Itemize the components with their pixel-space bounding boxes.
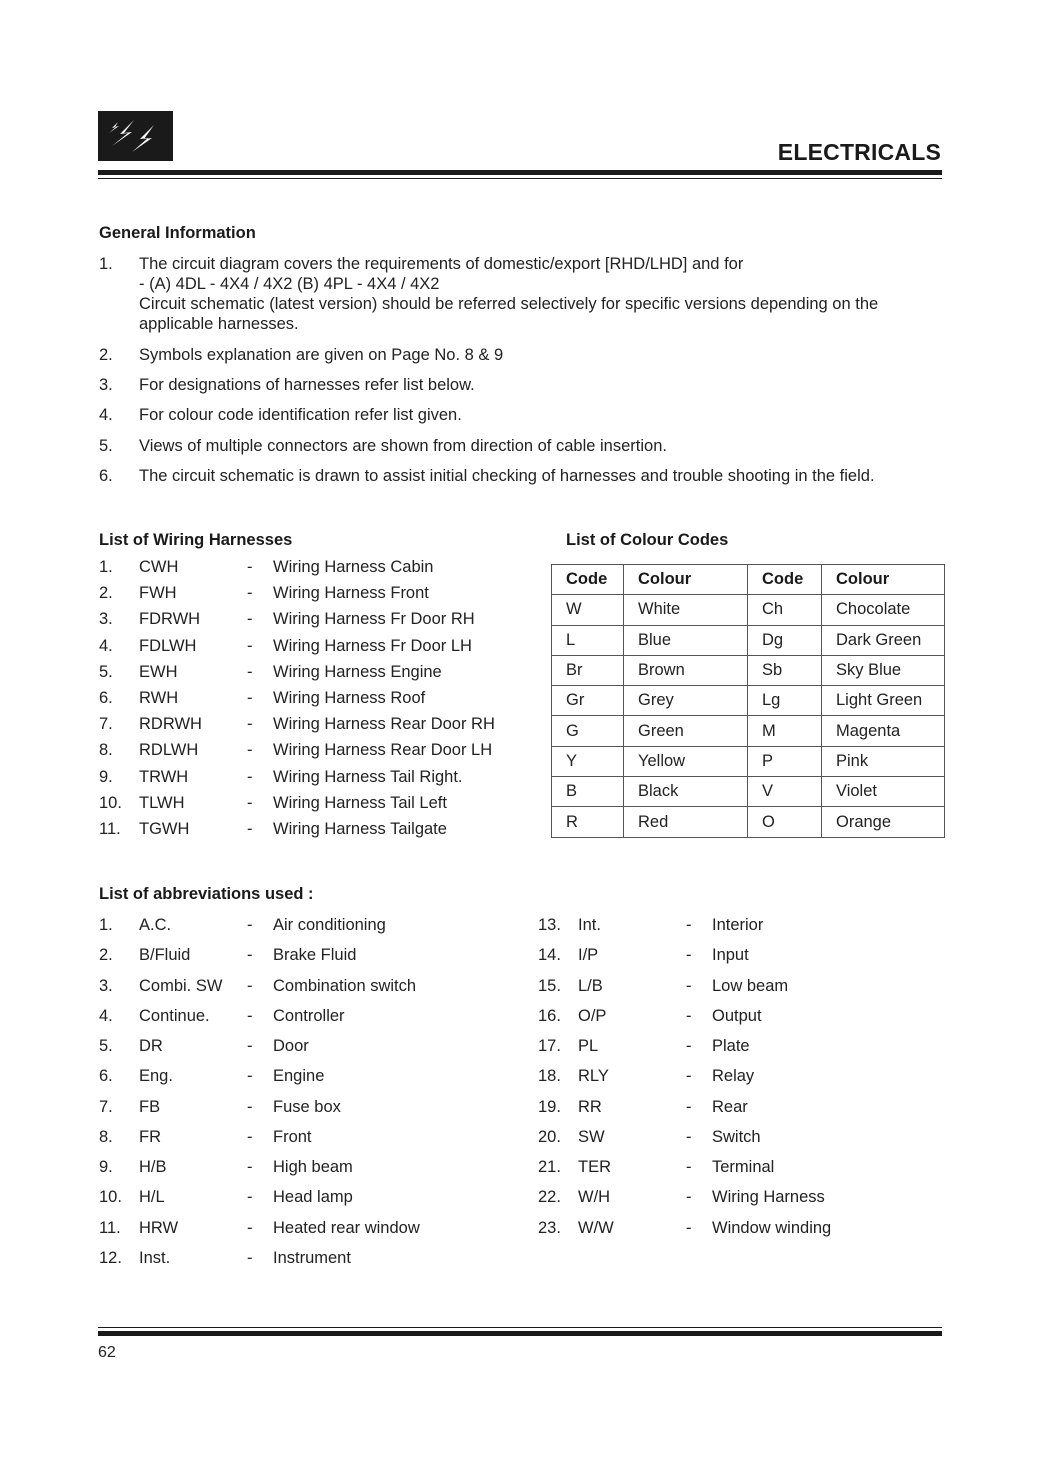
abbreviation-term: L/B	[578, 976, 603, 995]
general-heading: General Information	[99, 224, 256, 242]
electricals-logo	[98, 111, 173, 161]
abbreviation-term: TER	[578, 1158, 611, 1176]
abbreviation-meaning: Plate	[712, 1037, 750, 1055]
abbreviation-dash: -	[247, 1218, 253, 1237]
abbreviation-term: SW	[578, 1127, 605, 1146]
colour-table-row	[552, 625, 945, 655]
abbreviation-dash: -	[247, 916, 253, 934]
abbreviation-dash: -	[247, 1127, 253, 1146]
abbreviation-number: 9.	[99, 1158, 113, 1176]
colour-code-cell: Dg	[748, 625, 822, 655]
harness-number: 6.	[99, 689, 113, 707]
colour-table-row	[552, 807, 945, 837]
general-item-text: - (A) 4DL - 4X4 / 4X2 (B) 4PL - 4X4 / 4X2	[139, 275, 440, 293]
abbreviation-dash: -	[247, 1006, 253, 1025]
abbreviation-dash: -	[247, 1188, 253, 1207]
harness-number: 1.	[99, 558, 113, 576]
harness-dash: -	[247, 767, 253, 786]
colour-table-row	[552, 746, 945, 776]
column-header: Colour	[624, 565, 748, 595]
harness-code: TRWH	[139, 767, 189, 786]
abbreviation-meaning: Controller	[273, 1006, 345, 1025]
colour-name-cell: Brown	[624, 655, 748, 685]
abbreviation-number: 18.	[538, 1067, 561, 1086]
abbreviation-number: 22.	[538, 1188, 561, 1207]
harness-name: Wiring Harness Tail Right.	[273, 767, 463, 786]
harness-code: RDLWH	[139, 741, 199, 760]
colour-table-row	[552, 595, 945, 625]
abbreviation-number: 16.	[538, 1006, 561, 1025]
harness-name: Wiring Harness Roof	[273, 689, 426, 707]
harness-code: FWH	[139, 584, 177, 603]
abbreviation-meaning: Air conditioning	[273, 916, 386, 934]
abbreviation-term: W/H	[578, 1188, 611, 1207]
colour-code-cell: M	[748, 716, 822, 746]
harness-code: RDRWH	[139, 715, 202, 734]
abbreviation-dash: -	[686, 1127, 692, 1146]
colour-name-cell: Sky Blue	[822, 655, 945, 685]
harness-name: Wiring Harness Engine	[273, 662, 442, 681]
harness-number: 9.	[99, 767, 113, 786]
abbreviation-term: H/L	[139, 1188, 165, 1207]
general-item-number: 6.	[99, 467, 113, 485]
abbreviation-dash: -	[686, 1188, 692, 1207]
abbreviation-dash: -	[247, 1158, 253, 1176]
colour-code-cell: R	[552, 807, 624, 837]
harness-number: 3.	[99, 610, 113, 629]
colour-table-row	[552, 777, 945, 807]
abbreviation-number: 11.	[99, 1218, 121, 1237]
abbreviation-term: Continue.	[139, 1006, 210, 1025]
colour-name-cell: Violet	[822, 777, 945, 807]
harness-name: Wiring Harness Front	[273, 584, 429, 603]
harness-number: 4.	[99, 636, 113, 655]
colour-table-row	[552, 655, 945, 685]
harness-code: TGWH	[139, 820, 190, 838]
abbreviation-number: 14.	[538, 946, 561, 965]
header-rule-thin	[98, 178, 942, 179]
abbreviation-number: 3.	[99, 976, 113, 995]
harness-heading: List of Wiring Harnesses	[99, 531, 293, 549]
harness-code: CWH	[139, 558, 179, 576]
abbreviation-term: DR	[139, 1037, 163, 1055]
abbreviation-meaning: Input	[712, 946, 749, 965]
harness-code: EWH	[139, 662, 178, 681]
colour-name-cell: Red	[624, 807, 748, 837]
abbreviation-dash: -	[247, 1097, 253, 1116]
harness-code: TLWH	[139, 793, 185, 812]
abbreviation-dash: -	[686, 976, 692, 995]
harness-number: 10.	[99, 793, 122, 812]
abbreviation-dash: -	[247, 976, 253, 995]
page-number: 62	[98, 1344, 116, 1361]
harness-dash: -	[247, 662, 253, 681]
abbreviation-number: 12.	[99, 1248, 122, 1267]
colour-name-cell: Black	[624, 777, 748, 807]
page-title: ELECTRICALS	[777, 139, 941, 165]
harness-dash: -	[247, 820, 253, 838]
abbreviation-term: HRW	[139, 1218, 179, 1237]
colour-code-cell: B	[552, 777, 624, 807]
abbreviation-meaning: Wiring Harness	[712, 1188, 825, 1207]
abbreviation-meaning: Head lamp	[273, 1188, 353, 1207]
abbreviation-term: Int.	[578, 916, 601, 934]
abbreviation-meaning: Output	[712, 1006, 762, 1025]
colour-name-cell: Green	[624, 716, 748, 746]
abbreviation-number: 10.	[99, 1188, 122, 1207]
abbreviation-dash: -	[247, 1037, 253, 1055]
abbreviation-meaning: Door	[273, 1037, 309, 1055]
general-item-text: For colour code identification refer list given.	[139, 406, 462, 424]
footer-rule-thick	[98, 1331, 942, 1336]
harness-dash: -	[247, 715, 253, 734]
colour-table-row	[552, 686, 945, 716]
colour-name-cell: Yellow	[624, 746, 748, 776]
harness-code: RWH	[139, 689, 179, 707]
general-item-text: Views of multiple connectors are shown from direction of cable insertion.	[139, 437, 667, 455]
harness-dash: -	[247, 584, 253, 603]
footer-rule-thin	[98, 1327, 942, 1328]
column-header: Code	[748, 565, 822, 595]
colour-name-cell: Pink	[822, 746, 945, 776]
abbreviation-meaning: Fuse box	[273, 1097, 341, 1116]
general-item-number: 4.	[99, 406, 113, 424]
colour-name-cell: Blue	[624, 625, 748, 655]
general-item-text: The circuit diagram covers the requirements of domestic/export [RHD/LHD] and for	[139, 255, 744, 273]
colour-code-cell: G	[552, 716, 624, 746]
abbreviation-number: 5.	[99, 1037, 113, 1055]
abbreviation-term: I/P	[578, 946, 599, 965]
column-header: Colour	[822, 565, 945, 595]
colour-code-cell: Lg	[748, 686, 822, 716]
general-item-number: 1.	[99, 255, 113, 273]
abbreviation-meaning: Brake Fluid	[273, 946, 357, 965]
abbreviation-number: 21.	[538, 1158, 561, 1176]
abbreviation-dash: -	[247, 1248, 253, 1267]
abbreviation-number: 13.	[538, 916, 561, 934]
abbreviation-dash: -	[686, 1037, 692, 1055]
colour-name-cell: Magenta	[822, 716, 945, 746]
abbreviation-dash: -	[247, 1067, 253, 1086]
harness-name: Wiring Harness Fr Door LH	[273, 636, 472, 655]
abbreviation-number: 2.	[99, 946, 113, 965]
colour-name-cell: Light Green	[822, 686, 945, 716]
harness-number: 7.	[99, 715, 113, 734]
abbreviation-number: 4.	[99, 1006, 113, 1025]
abbreviation-term: PL	[578, 1037, 599, 1055]
colour-code-cell: Sb	[748, 655, 822, 685]
abbreviation-term: FR	[139, 1127, 161, 1146]
abbreviation-number: 6.	[99, 1067, 113, 1086]
harness-dash: -	[247, 610, 253, 629]
colour-code-cell: Br	[552, 655, 624, 685]
harness-code: FDRWH	[139, 610, 201, 629]
abbreviation-meaning: Interior	[712, 916, 764, 934]
abbreviation-number: 8.	[99, 1127, 113, 1146]
abbreviations-heading: List of abbreviations used :	[99, 885, 314, 903]
abbreviation-number: 15.	[538, 976, 561, 995]
harness-name: Wiring Harness Cabin	[273, 558, 434, 576]
header-rule-thick	[98, 170, 942, 175]
general-item-text: Symbols explanation are given on Page No. 8 & 9	[139, 346, 504, 364]
abbreviation-term: FB	[139, 1097, 161, 1116]
colour-table-header-row	[552, 565, 945, 595]
abbreviation-meaning: Heated rear window	[273, 1218, 420, 1237]
harness-name: Wiring Harness Rear Door RH	[273, 715, 495, 734]
abbreviation-meaning: Instrument	[273, 1248, 351, 1267]
abbreviation-dash: -	[686, 1006, 692, 1025]
abbreviation-number: 17.	[538, 1037, 561, 1055]
general-item-text: Circuit schematic (latest version) should be referred selectively for specific versions depending on the	[139, 295, 879, 313]
abbreviation-dash: -	[686, 1218, 692, 1237]
colour-name-cell: Orange	[822, 807, 945, 837]
abbreviation-meaning: Rear	[712, 1097, 748, 1116]
abbreviation-meaning: High beam	[273, 1158, 353, 1176]
colour-code-cell: Y	[552, 746, 624, 776]
lightning-bolt-icon	[98, 111, 173, 161]
harness-name: Wiring Harness Tailgate	[273, 820, 447, 838]
harness-dash: -	[247, 793, 253, 812]
abbreviation-meaning: Low beam	[712, 976, 789, 995]
abbreviation-number: 23.	[538, 1218, 561, 1237]
abbreviation-meaning: Front	[273, 1127, 312, 1146]
colour-table-row	[552, 716, 945, 746]
harness-dash: -	[247, 741, 253, 760]
abbreviation-meaning: Terminal	[712, 1158, 775, 1176]
colour-code-table	[551, 564, 945, 838]
harness-dash: -	[247, 558, 253, 576]
colour-name-cell: Chocolate	[822, 595, 945, 625]
abbreviation-dash: -	[686, 1158, 692, 1176]
colour-code-cell: Ch	[748, 595, 822, 625]
abbreviation-meaning: Relay	[712, 1067, 755, 1086]
general-item-text: applicable harnesses.	[139, 315, 299, 333]
colour-name-cell: Grey	[624, 686, 748, 716]
harness-name: Wiring Harness Rear Door LH	[273, 741, 493, 760]
abbreviation-dash: -	[686, 946, 692, 965]
general-item-text: The circuit schematic is drawn to assist initial checking of harnesses and trouble shooting in the field.	[139, 467, 875, 485]
abbreviation-term: O/P	[578, 1006, 607, 1025]
harness-dash: -	[247, 636, 253, 655]
harness-dash: -	[247, 689, 253, 707]
general-item-number: 2.	[99, 346, 113, 364]
colour-heading: List of Colour Codes	[566, 531, 729, 549]
abbreviation-term: Combi. SW	[139, 976, 223, 995]
harness-number: 8.	[99, 741, 113, 760]
general-item-number: 3.	[99, 376, 113, 394]
abbreviation-meaning: Window winding	[712, 1218, 832, 1237]
abbreviation-dash: -	[247, 946, 253, 965]
harness-name: Wiring Harness Fr Door RH	[273, 610, 475, 629]
abbreviation-meaning: Switch	[712, 1127, 761, 1146]
abbreviation-meaning: Combination switch	[273, 976, 417, 995]
abbreviation-dash: -	[686, 1067, 692, 1086]
abbreviation-term: Inst.	[139, 1248, 171, 1267]
colour-code-cell: W	[552, 595, 624, 625]
colour-code-cell: O	[748, 807, 822, 837]
harness-name: Wiring Harness Tail Left	[273, 793, 447, 812]
abbreviation-meaning: Engine	[273, 1067, 325, 1086]
colour-name-cell: Dark Green	[822, 625, 945, 655]
abbreviation-term: RR	[578, 1097, 602, 1116]
abbreviation-number: 7.	[99, 1097, 113, 1116]
colour-code-cell: L	[552, 625, 624, 655]
abbreviation-dash: -	[686, 1097, 692, 1116]
general-item-number: 5.	[99, 437, 113, 455]
column-header: Code	[552, 565, 624, 595]
abbreviation-term: W/W	[578, 1218, 614, 1237]
abbreviation-term: Eng.	[139, 1067, 173, 1086]
general-item-text: For designations of harnesses refer list below.	[139, 376, 475, 394]
abbreviation-term: B/Fluid	[139, 946, 191, 965]
colour-code-cell: P	[748, 746, 822, 776]
colour-code-cell: Gr	[552, 686, 624, 716]
harness-number: 5.	[99, 662, 113, 681]
abbreviation-term: A.C.	[139, 916, 172, 934]
colour-code-cell: V	[748, 777, 822, 807]
abbreviation-dash: -	[686, 916, 692, 934]
abbreviation-number: 1.	[99, 916, 113, 934]
harness-number: 11.	[99, 820, 121, 838]
abbreviation-term: RLY	[578, 1067, 609, 1086]
abbreviation-number: 20.	[538, 1127, 561, 1146]
colour-name-cell: White	[624, 595, 748, 625]
harness-number: 2.	[99, 584, 113, 603]
abbreviation-number: 19.	[538, 1097, 561, 1116]
harness-code: FDLWH	[139, 636, 197, 655]
abbreviation-term: H/B	[139, 1158, 167, 1176]
